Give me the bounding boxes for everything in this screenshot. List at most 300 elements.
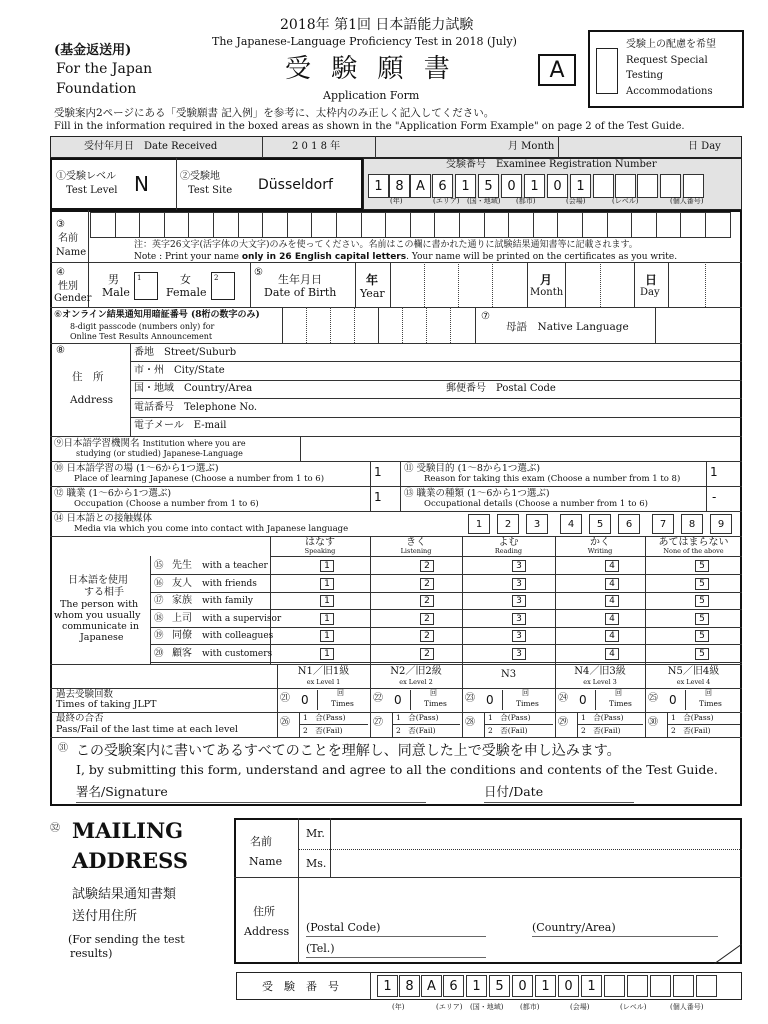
native-label: 母語 Native Language <box>506 321 629 333</box>
return-jp: (基金返送用) <box>54 43 132 58</box>
skills-row-num-3: ⑰ <box>154 595 164 606</box>
skills-row-jp-2: 友人 <box>172 578 192 589</box>
name-letter-cell-5[interactable] <box>188 212 214 238</box>
skills-side-en-4: Japanese <box>80 632 124 643</box>
skills-side-en-2: whom you usually <box>54 610 141 621</box>
reg-digit-9[interactable]: 0 <box>547 174 568 198</box>
skill-header-5: あてはまらない <box>658 537 729 548</box>
reg-sub-country: (国・地域) <box>467 197 501 205</box>
fail-option-4[interactable]: 2 否(Fail) <box>581 726 621 735</box>
name-letter-cell-22[interactable] <box>607 212 633 238</box>
q11-label-jp: ⑪ 受験目的 (1～8から1つ選ぶ) <box>404 463 541 474</box>
times-unit-5: Times <box>699 699 722 708</box>
history-level-4: N4／旧3級 <box>574 666 626 677</box>
times-unit-3: Times <box>516 699 539 708</box>
name-letter-cell-6[interactable] <box>213 212 239 238</box>
q14-option-3[interactable]: 3 <box>526 514 548 534</box>
times-value-5[interactable]: 0 <box>669 693 677 707</box>
special-en-3: Accommodations <box>626 86 713 97</box>
dob-day-jp: 日 <box>645 273 658 287</box>
q10-value[interactable]: 1 <box>374 465 382 479</box>
q13-label-en: Occupational details (Choose a number from 1 to 6) <box>424 499 648 509</box>
reg-digit-2[interactable]: 8 <box>389 174 410 198</box>
pass-option-1[interactable]: 1 合(Pass) <box>303 713 346 722</box>
skills-row-num-5: ⑲ <box>154 630 164 641</box>
name-letter-cell-11[interactable] <box>336 212 362 238</box>
q13-value[interactable]: - <box>712 490 717 504</box>
footer-digit-13[interactable] <box>650 975 671 997</box>
return-en-1: For the Japan <box>56 61 153 77</box>
pass-num-2: ㉗ <box>373 717 383 728</box>
reg-digit-4[interactable]: 6 <box>432 174 453 198</box>
skill-code-r4-c3[interactable]: 3 <box>512 613 526 625</box>
test-level-value[interactable]: N <box>134 172 149 196</box>
pass-num-1: ㉖ <box>280 717 290 728</box>
mailing-num: ㉜ <box>50 823 60 834</box>
mailing-tel[interactable]: (Tel.) <box>306 942 335 955</box>
pass-label-jp: 最終の合否 <box>56 713 104 724</box>
name-letter-cell-21[interactable] <box>582 212 608 238</box>
skill-code-r6-c3[interactable]: 3 <box>512 648 526 660</box>
pass-num-3: ㉘ <box>465 717 475 728</box>
q14-label-jp: ⑭ 日本語との接触媒体 <box>54 513 153 524</box>
dob-month-en: Month <box>530 287 564 298</box>
skill-code-r3-c2[interactable]: 2 <box>420 595 434 607</box>
q12-label-jp: ⑫ 職業 (1～6から1つ選ぶ) <box>54 488 172 499</box>
skill-code-r1-c4[interactable]: 4 <box>605 560 619 572</box>
skills-row-en-5: with colleagues <box>202 631 274 641</box>
address-label-en: Address <box>70 394 114 406</box>
dob-label-en: Date of Birth <box>264 286 337 299</box>
skill-code-r6-c2[interactable]: 2 <box>420 648 434 660</box>
times-kai-5: 回 <box>705 689 712 697</box>
gender-num: ④ <box>56 267 65 278</box>
institution-label-jp: ⑨日本語学習機関名 Institution where you are <box>54 438 246 449</box>
native-num: ⑦ <box>481 311 490 322</box>
footer-digit-8[interactable]: 1 <box>535 975 556 997</box>
reg-digit-10[interactable]: 1 <box>570 174 591 198</box>
times-unit-1: Times <box>331 699 354 708</box>
agreement-jp: この受験案内に書いてあるすべてのことを理解し、同意した上で受験を申し込みます。 <box>76 743 621 759</box>
times-unit-4: Times <box>609 699 632 708</box>
q10-label-en: Place of learning Japanese (Choose a number from 1 to 6) <box>74 474 325 484</box>
test-site-label-jp: ②受験地 <box>180 171 220 182</box>
q12-value[interactable]: 1 <box>374 490 382 504</box>
mailing-address-en: Address <box>244 925 290 938</box>
special-en-2: Testing <box>626 70 664 81</box>
agreement-en: I, by submitting this form, understand and agree to all the conditions and contents of the Test Guide. <box>76 762 718 777</box>
skill-code-r1-c3[interactable]: 3 <box>512 560 526 572</box>
mailing-country[interactable]: (Country/Area) <box>532 921 616 934</box>
name-letter-cell-13[interactable] <box>385 212 411 238</box>
footer-digit-11[interactable] <box>604 975 625 997</box>
form-letter: A <box>538 54 576 86</box>
name-letter-cell-25[interactable] <box>680 212 706 238</box>
fail-option-2[interactable]: 2 否(Fail) <box>396 726 436 735</box>
skill-code-r5-c2[interactable]: 2 <box>420 630 434 642</box>
times-unit-2: Times <box>424 699 447 708</box>
q14-option-5[interactable]: 5 <box>589 514 611 534</box>
male-label-en: Male <box>102 286 130 299</box>
skills-row-jp-5: 同僚 <box>172 630 192 641</box>
name-letter-cell-12[interactable] <box>361 212 387 238</box>
dob-year-en: Year <box>360 287 385 300</box>
footer-digit-15[interactable] <box>696 975 717 997</box>
skills-row-en-3: with family <box>202 596 253 606</box>
return-en-2: Foundation <box>56 81 137 97</box>
skills-row-jp-4: 上司 <box>172 613 192 624</box>
skills-row-line-5 <box>150 644 742 645</box>
name-letter-cell-7[interactable] <box>238 212 264 238</box>
footer-digit-5[interactable]: 1 <box>466 975 487 997</box>
skills-row-line-3 <box>150 609 742 610</box>
passcode-label-en-2: Online Test Results Announcement <box>70 332 213 341</box>
q14-option-2[interactable]: 2 <box>497 514 519 534</box>
mailing-en-1: (For sending the test <box>68 933 185 946</box>
date-line[interactable] <box>484 802 634 803</box>
skills-row-num-6: ⑳ <box>154 648 164 659</box>
pass-split-5 <box>667 724 740 725</box>
reg-digit-7[interactable]: 0 <box>501 174 522 198</box>
footer-reg-label: 受 験 番 号 <box>262 980 339 993</box>
reg-digit-15[interactable] <box>683 174 704 198</box>
reg-sub-personal: (個人番号) <box>670 197 704 205</box>
history-level-2: N2／旧2級 <box>390 666 442 677</box>
name-letter-cell-23[interactable] <box>631 212 657 238</box>
name-letter-cell-3[interactable] <box>139 212 165 238</box>
institution-label-en: studying (or studied) Japanese-Language <box>76 449 243 458</box>
female-checkbox[interactable]: 2 <box>211 272 235 300</box>
skill-code-r5-c1[interactable]: 1 <box>320 630 334 642</box>
name-num: ③ <box>56 219 65 230</box>
pass-num-4: ㉙ <box>558 717 568 728</box>
mailing-mr[interactable]: Mr. <box>306 827 325 840</box>
special-accommodations-checkbox[interactable] <box>596 48 618 94</box>
footer-digit-9[interactable]: 0 <box>558 975 579 997</box>
skills-side-jp-2: する相手 <box>84 587 124 598</box>
skills-row-jp-3: 家族 <box>172 595 192 606</box>
skill-code-r6-c4[interactable]: 4 <box>605 648 619 660</box>
pass-option-5[interactable]: 1 合(Pass) <box>671 713 714 722</box>
passcode-label-jp: ⑥オンライン結果通知用暗証番号 (8桁の数字のみ) <box>54 310 260 320</box>
skill-code-r3-c1[interactable]: 1 <box>320 595 334 607</box>
q10-label-jp: ⑩ 日本語学習の場 (1～6から1つ選ぶ) <box>54 463 219 474</box>
skill-code-r4-c2[interactable]: 2 <box>420 613 434 625</box>
reg-digit-5[interactable]: 1 <box>455 174 476 198</box>
pass-option-2[interactable]: 1 合(Pass) <box>396 713 439 722</box>
name-letter-cell-15[interactable] <box>434 212 460 238</box>
address-postal[interactable]: 郵便番号 Postal Code <box>446 383 556 394</box>
q13-label-jp: ⑬ 職業の種類 (1～6から1つ選ぶ) <box>404 488 550 499</box>
corner-fold-icon <box>714 944 742 964</box>
male-label-jp: 男 <box>108 273 119 286</box>
footer-sub-city: (都市) <box>520 1003 540 1011</box>
mailing-title-1: MAILING <box>72 818 184 843</box>
pass-option-4[interactable]: 1 合(Pass) <box>581 713 624 722</box>
mailing-name-en: Name <box>249 855 283 868</box>
pass-option-3[interactable]: 1 合(Pass) <box>488 713 531 722</box>
skill-code-r5-c5[interactable]: 5 <box>695 630 709 642</box>
instructions-en: Fill in the information required in the boxed areas as shown in the "Application Form Example" on page 2 of the Test Guide. <box>54 121 685 132</box>
name-letter-cell-4[interactable] <box>164 212 190 238</box>
footer-digit-4[interactable]: 6 <box>443 975 464 997</box>
special-jp: 受験上の配慮を希望 <box>626 39 716 50</box>
reg-digit-1[interactable]: 1 <box>368 174 389 198</box>
footer-digit-2[interactable]: 8 <box>399 975 420 997</box>
signature-line[interactable] <box>76 802 426 803</box>
skills-row-line-6 <box>150 662 742 663</box>
name-label-jp: 名前 <box>58 233 78 244</box>
times-num-5: ㉕ <box>648 693 658 704</box>
skill-code-r6-c5[interactable]: 5 <box>695 648 709 660</box>
skill-code-r5-c3[interactable]: 3 <box>512 630 526 642</box>
reg-sub-city: (都市) <box>516 197 536 205</box>
skill-code-r1-c5[interactable]: 5 <box>695 560 709 572</box>
skill-code-r3-c5[interactable]: 5 <box>695 595 709 607</box>
passcode-label-en-1: 8-digit passcode (numbers only) for <box>70 322 215 331</box>
name-letter-cell-9[interactable] <box>287 212 313 238</box>
skills-row-num-1: ⑮ <box>154 560 164 571</box>
skill-header-en-3: Reading <box>494 547 523 555</box>
footer-sub-personal: (個人番号) <box>670 1003 704 1011</box>
skills-row-line-2 <box>150 592 742 593</box>
skill-header-2: きく <box>406 537 426 548</box>
skill-code-r2-c5[interactable]: 5 <box>695 578 709 590</box>
skill-code-r2-c1[interactable]: 1 <box>320 578 334 590</box>
footer-digit-3[interactable]: A <box>421 975 442 997</box>
reg-sub-venue: (会場) <box>566 197 586 205</box>
reg-digit-6[interactable]: 5 <box>478 174 499 198</box>
footer-sub-year: (年) <box>392 1003 405 1011</box>
skills-row-num-2: ⑯ <box>154 578 164 589</box>
agreement-num: ㉛ <box>58 743 68 754</box>
q14-option-9[interactable]: 9 <box>710 514 732 534</box>
footer-sub-country: (国・地域) <box>470 1003 504 1011</box>
history-level-3: N3 <box>500 669 517 680</box>
skill-code-r5-c4[interactable]: 4 <box>605 630 619 642</box>
q14-option-8[interactable]: 8 <box>681 514 703 534</box>
times-value-2[interactable]: 0 <box>394 693 402 707</box>
history-level-5: N5／旧4級 <box>667 666 720 677</box>
pass-split-2 <box>392 724 460 725</box>
dob-num: ⑤ <box>254 267 263 278</box>
date-received-month: 月 Month <box>508 141 555 152</box>
pass-split-3 <box>484 724 553 725</box>
times-num-2: ㉒ <box>373 693 383 704</box>
footer-sub-venue: (会場) <box>570 1003 590 1011</box>
reg-sub-year: (年) <box>390 197 403 205</box>
times-divider-3 <box>502 690 503 710</box>
date-received-label: 受付年月日 Date Received <box>84 141 218 152</box>
name-label-en: Name <box>56 247 87 258</box>
times-divider-4 <box>595 690 596 710</box>
female-label-en: Female <box>166 286 207 299</box>
test-site-value[interactable]: Düsseldorf <box>258 177 333 193</box>
skills-row-jp-6: 顧客 <box>172 648 192 659</box>
gender-label-en: Gender <box>54 293 92 304</box>
history-level-sub-5: ex Level 4 <box>676 678 711 686</box>
times-divider-1 <box>317 690 318 710</box>
address-label-jp: 住 所 <box>72 371 104 383</box>
times-label-en: Times of taking JLPT <box>56 699 157 710</box>
female-label-jp: 女 <box>180 273 191 286</box>
times-value-3[interactable]: 0 <box>486 693 494 707</box>
skill-header-4: かく <box>590 537 610 548</box>
test-level-label-jp: ①受験レベル <box>56 171 116 182</box>
q14-label-en: Media via which you come into contact with Japanese language <box>74 524 349 534</box>
registration-number-label: 受験番号 Examinee Registration Number <box>446 159 657 170</box>
skill-header-en-2: Listening <box>400 547 432 555</box>
gender-label-jp: 性別 <box>58 281 78 292</box>
footer-digit-7[interactable]: 0 <box>512 975 533 997</box>
mailing-name-jp: 名前 <box>250 835 272 848</box>
name-letter-cell-18[interactable] <box>508 212 534 238</box>
footer-digit-10[interactable]: 1 <box>581 975 602 997</box>
dob-label-jp: 生年月日 <box>278 273 322 286</box>
special-en-1: Request Special <box>626 55 708 66</box>
footer-sub-level: (レベル) <box>620 1003 647 1011</box>
pass-split-1 <box>299 724 368 725</box>
name-letter-cell-26[interactable] <box>705 212 731 238</box>
footer-digit-14[interactable] <box>673 975 694 997</box>
dob-day-en: Day <box>640 287 660 298</box>
title-jp: 2018年 第1回 日本語能力試験 <box>280 17 474 33</box>
skills-row-line-1 <box>150 574 742 575</box>
q12-label-en: Occupation (Choose a number from 1 to 6) <box>74 499 259 509</box>
name-letter-cell-14[interactable] <box>410 212 436 238</box>
address-telephone[interactable]: 電話番号 Telephone No. <box>134 402 258 413</box>
q14-option-4[interactable]: 4 <box>560 514 582 534</box>
name-letter-cell-20[interactable] <box>557 212 583 238</box>
skill-code-r4-c4[interactable]: 4 <box>605 613 619 625</box>
skill-header-1: はなす <box>305 537 335 548</box>
skill-code-r3-c4[interactable]: 4 <box>605 595 619 607</box>
name-letter-cell-19[interactable] <box>533 212 559 238</box>
dob-month-jp: 月 <box>540 273 553 287</box>
address-country[interactable]: 国・地域 Country/Area <box>134 383 253 394</box>
name-letter-cell-17[interactable] <box>484 212 510 238</box>
times-kai-1: 回 <box>337 689 344 697</box>
title-en: The Japanese-Language Proficiency Test in 2018 (July) <box>212 35 517 48</box>
pass-split-4 <box>577 724 643 725</box>
times-num-4: ㉔ <box>558 693 568 704</box>
footer-digit-6[interactable]: 5 <box>489 975 510 997</box>
mailing-jp-2: 送付用住所 <box>72 909 138 924</box>
skill-code-r2-c3[interactable]: 3 <box>512 578 526 590</box>
name-letter-cell-16[interactable] <box>459 212 485 238</box>
skill-code-r1-c1[interactable]: 1 <box>320 560 334 572</box>
skill-code-r2-c2[interactable]: 2 <box>420 578 434 590</box>
dob-year-jp: 年 <box>366 273 379 287</box>
skill-header-3: よむ <box>498 537 519 548</box>
male-checkbox[interactable]: 1 <box>134 272 158 300</box>
times-divider-2 <box>410 690 411 710</box>
fail-option-1[interactable]: 2 否(Fail) <box>303 726 343 735</box>
footer-digit-12[interactable] <box>627 975 648 997</box>
history-level-sub-1: ex Level 1 <box>306 678 341 686</box>
times-kai-3: 回 <box>522 689 529 697</box>
pass-label-en: Pass/Fail of the last time at each level <box>56 724 238 735</box>
name-note-jp: 注：英字26文字(活字体の大文字)のみを使ってください。名前はこの欄に書かれた通りに試験結果通知書等に記載されます。 <box>134 240 638 250</box>
q11-value[interactable]: 1 <box>710 465 718 479</box>
signature-label: 署名/Signature <box>76 784 168 799</box>
address-street[interactable]: 番地 Street/Suburb <box>134 347 237 358</box>
date-label: 日付/Date <box>484 784 544 799</box>
q11-label-en: Reason for taking this exam (Choose a number from 1 to 8) <box>424 474 681 484</box>
q14-option-1[interactable]: 1 <box>468 514 490 534</box>
times-value-4[interactable]: 0 <box>579 693 587 707</box>
skill-header-en-5: None of the above <box>663 547 724 555</box>
form-title-jp: 受 験 願 書 <box>285 54 456 84</box>
mailing-address-jp: 住所 <box>253 905 275 918</box>
test-site-label-en: Test Site <box>188 185 233 196</box>
skill-code-r2-c4[interactable]: 4 <box>605 578 619 590</box>
q14-option-6[interactable]: 6 <box>618 514 640 534</box>
history-level-sub-2: ex Level 2 <box>399 678 433 686</box>
footer-digit-1[interactable]: 1 <box>377 975 398 997</box>
reg-digit-3[interactable]: A <box>410 174 431 198</box>
skill-code-r1-c2[interactable]: 2 <box>420 560 434 572</box>
pass-num-5: ㉚ <box>648 717 658 728</box>
address-email[interactable]: 電子メール E-mail <box>134 420 227 431</box>
times-num-1: ㉑ <box>280 693 290 704</box>
reg-digit-8[interactable]: 1 <box>524 174 545 198</box>
skills-side-en-1: The person with <box>60 599 139 610</box>
reg-sub-level: (レベル) <box>612 197 639 205</box>
test-level-label-en: Test Level <box>66 185 118 196</box>
fail-option-5[interactable]: 2 否(Fail) <box>671 726 711 735</box>
mailing-en-2: results) <box>70 947 113 960</box>
reg-digit-12[interactable] <box>615 174 636 198</box>
skill-code-r4-c1[interactable]: 1 <box>320 613 334 625</box>
fail-option-3[interactable]: 2 否(Fail) <box>488 726 528 735</box>
skills-row-line-4 <box>150 627 742 628</box>
mailing-title-2: ADDRESS <box>72 848 189 873</box>
footer-sub-area: (エリア) <box>436 1003 463 1011</box>
skills-row-en-1: with a teacher <box>202 561 268 571</box>
reg-sub-area: (エリア) <box>433 197 460 205</box>
name-letter-cell-1[interactable] <box>90 212 116 238</box>
times-kai-2: 回 <box>430 689 437 697</box>
reg-digit-11[interactable] <box>593 174 614 198</box>
name-letter-cell-10[interactable] <box>311 212 337 238</box>
skills-row-en-6: with customers <box>202 649 273 659</box>
date-received-year: 2 0 1 8 年 <box>292 141 341 152</box>
q14-option-7[interactable]: 7 <box>652 514 674 534</box>
skills-side-en-3: communicate in <box>62 621 139 632</box>
name-letter-cell-24[interactable] <box>656 212 682 238</box>
name-letter-cell-2[interactable] <box>115 212 141 238</box>
skills-row-num-4: ⑱ <box>154 613 164 624</box>
skill-code-r4-c5[interactable]: 5 <box>695 613 709 625</box>
address-city[interactable]: 市・州 City/State <box>134 365 225 376</box>
mailing-postal[interactable]: (Postal Code) <box>306 921 381 934</box>
skills-side-jp-1: 日本語を使用 <box>68 575 128 586</box>
history-level-sub-4: ex Level 3 <box>583 678 617 686</box>
name-letter-cell-8[interactable] <box>262 212 288 238</box>
reg-digit-13[interactable] <box>637 174 658 198</box>
times-divider-5 <box>685 690 686 710</box>
times-value-1[interactable]: 0 <box>301 693 309 707</box>
reg-digit-14[interactable] <box>660 174 681 198</box>
skill-code-r6-c1[interactable]: 1 <box>320 648 334 660</box>
mailing-ms[interactable]: Ms. <box>306 857 327 870</box>
skill-code-r3-c3[interactable]: 3 <box>512 595 526 607</box>
history-level-1: N1／旧1級 <box>297 666 350 677</box>
times-num-3: ㉓ <box>465 693 475 704</box>
skill-header-en-1: Speaking <box>304 547 336 555</box>
mailing-jp-1: 試験結果通知書類 <box>72 887 177 902</box>
